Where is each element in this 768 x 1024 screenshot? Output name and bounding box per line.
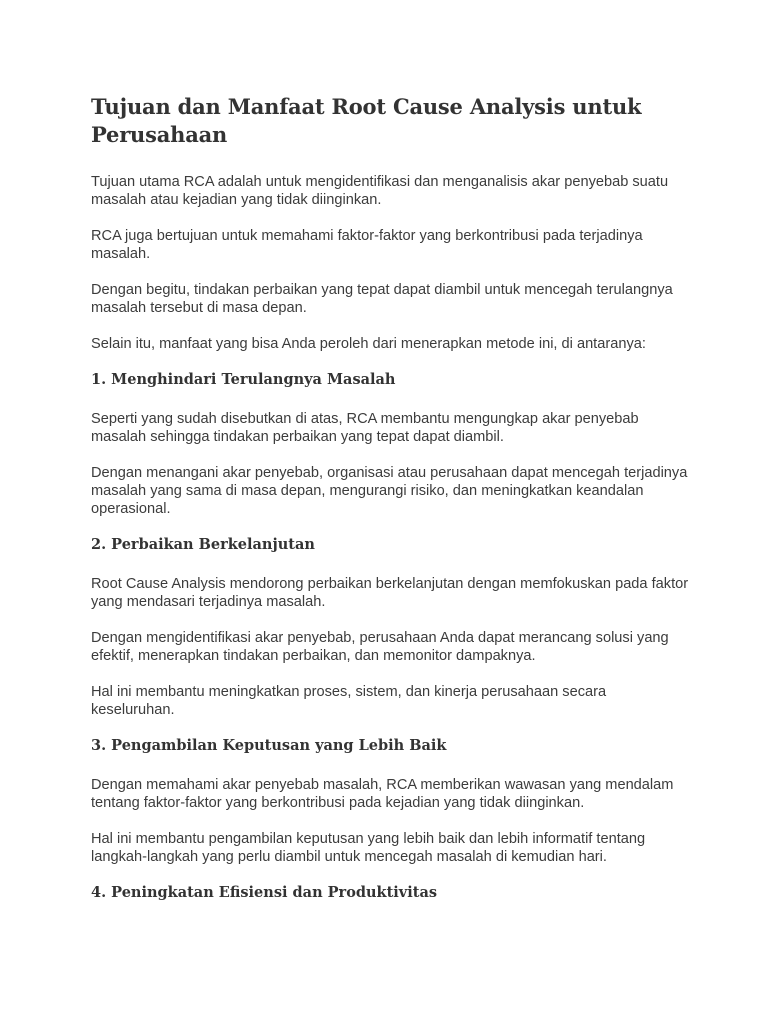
section-paragraph: Root Cause Analysis mendorong perbaikan berkelanjutan dengan memfokuskan pada faktor yang mendasari terjadinya masalah. bbox=[91, 576, 689, 610]
section-heading: 4. Peningkatan Efisiensi dan Produktivitas bbox=[91, 884, 437, 901]
section-paragraph: Dengan menangani akar penyebab, organisasi atau perusahaan dapat mencegah terjadinya masalah yang sama di masa depan, mengurangi risiko, dan meningkatkan keandalan operasional. bbox=[91, 465, 688, 517]
intro-paragraph: Selain itu, manfaat yang bisa Anda peroleh dari menerapkan metode ini, di antaranya: bbox=[91, 336, 646, 352]
intro-paragraph: Dengan begitu, tindakan perbaikan yang tepat dapat diambil untuk mencegah terulangnya masalah tersebut di masa depan. bbox=[91, 282, 673, 316]
section-paragraph: Hal ini membantu meningkatkan proses, sistem, dan kinerja perusahaan secara keseluruhan. bbox=[91, 684, 607, 718]
intro-paragraph: Tujuan utama RCA adalah untuk mengidentifikasi dan menganalisis akar penyebab suatu masalah atau kejadian yang tidak diinginkan. bbox=[91, 174, 669, 208]
document-page bbox=[91, 93, 691, 923]
section-heading: 1. Menghindari Terulangnya Masalah bbox=[91, 371, 396, 388]
section-paragraph: Dengan memahami akar penyebab masalah, RCA memberikan wawasan yang mendalam tentang faktor-faktor yang berkontribusi pada kejadian yang tidak diinginkan. bbox=[91, 777, 674, 811]
section-paragraph: Hal ini membantu pengambilan keputusan yang lebih baik dan lebih informatif tentang langkah-langkah yang perlu diambil untuk mencegah masalah di kemudian hari. bbox=[91, 831, 646, 865]
section-heading: 3. Pengambilan Keputusan yang Lebih Baik bbox=[91, 737, 447, 754]
section-paragraph: Seperti yang sudah disebutkan di atas, RCA membantu mengungkap akar penyebab masalah sehingga tindakan perbaikan yang tepat dapat diambil. bbox=[91, 411, 639, 445]
article-title: Tujuan dan Manfaat Root Cause Analysis untuk Perusahaan bbox=[91, 94, 642, 147]
section-paragraph: Dengan mengidentifikasi akar penyebab, perusahaan Anda dapat merancang solusi yang efektif, menerapkan tindakan perbaikan, dan memonitor dampaknya. bbox=[91, 630, 669, 664]
intro-paragraph: RCA juga bertujuan untuk memahami faktor-faktor yang berkontribusi pada terjadinya masalah. bbox=[91, 228, 643, 262]
section-heading: 2. Perbaikan Berkelanjutan bbox=[91, 536, 315, 553]
